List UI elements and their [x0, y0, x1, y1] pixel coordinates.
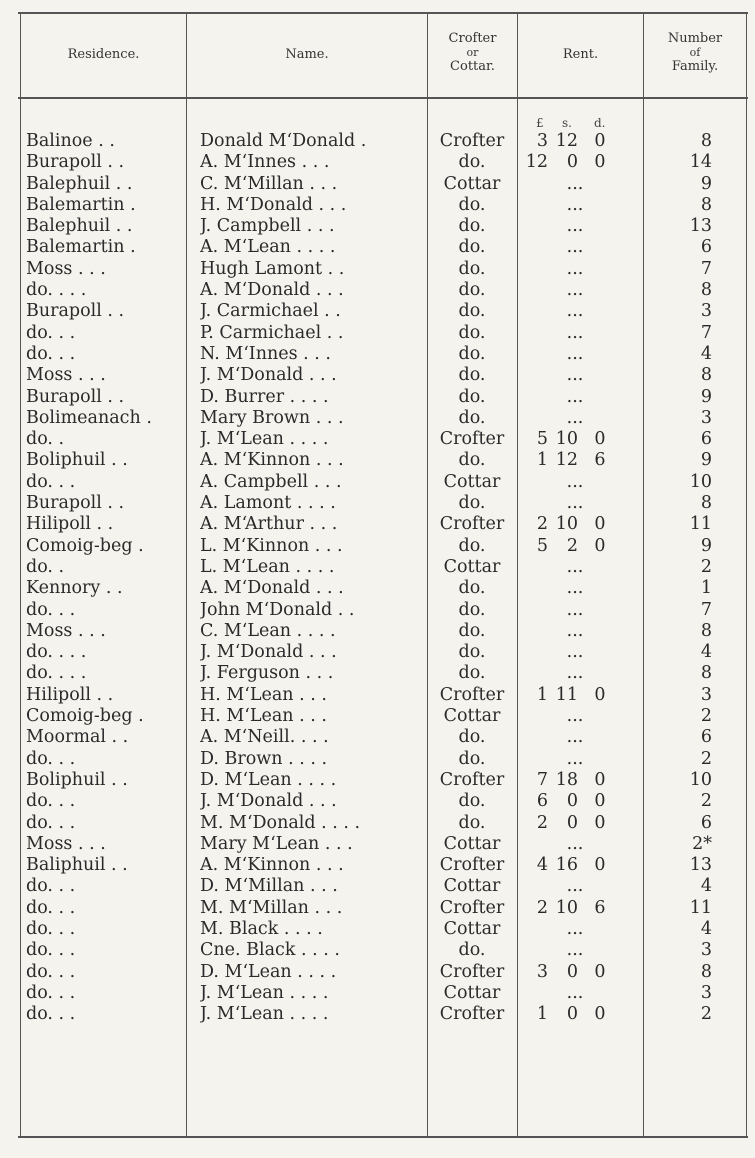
- header-name: Name.: [285, 47, 329, 62]
- residence-cell: Kennory . .: [26, 578, 123, 599]
- table-row: [0, 685, 755, 706]
- occupancy-cell: do.: [458, 599, 486, 620]
- rent-pence-cell: 0: [594, 791, 606, 812]
- occupancy-cell: do.: [458, 322, 486, 343]
- residence-cell: do. . . .: [26, 280, 87, 301]
- name-cell: A. Campbell . . .: [200, 471, 342, 492]
- rent-pence-cell: 0: [594, 514, 606, 535]
- residence-cell: do. . .: [26, 940, 76, 961]
- rent-shillings-cell: 0: [566, 812, 578, 833]
- family-cell: 10: [689, 769, 712, 790]
- family-cell: 9: [700, 450, 712, 471]
- rent-blank-cell: ...: [566, 748, 584, 769]
- table-row: [0, 578, 755, 599]
- table-row: [0, 898, 755, 919]
- name-cell: H. M‘Donald . . .: [200, 194, 347, 215]
- rent-pence-cell: 0: [594, 131, 606, 151]
- rent-blank-cell: ...: [566, 471, 584, 492]
- name-cell: D. Brown . . . .: [200, 748, 328, 769]
- residence-cell: Burapoll . .: [26, 386, 125, 407]
- family-cell: 8: [700, 493, 712, 514]
- residence-cell: Moss . . .: [26, 258, 106, 279]
- name-cell: A. M‘Neill. . . .: [200, 727, 329, 748]
- occupancy-cell: do.: [458, 194, 486, 215]
- name-cell: A. M‘Arthur . . .: [200, 514, 338, 535]
- unit-pence: d.: [594, 116, 606, 130]
- residence-cell: do. . .: [26, 982, 76, 1003]
- occupancy-cell: do.: [458, 386, 486, 407]
- residence-cell: Hilipoll . .: [26, 684, 114, 705]
- rent-blank-cell: ...: [566, 365, 584, 386]
- table-row: [0, 600, 755, 621]
- table-row: [0, 940, 755, 961]
- name-cell: J. M‘Lean . . . .: [200, 1004, 329, 1025]
- table-row: [0, 813, 755, 834]
- table-row: [0, 536, 755, 557]
- family-cell: 8: [700, 131, 712, 151]
- occupancy-cell: Cottar: [443, 876, 501, 897]
- name-cell: N. M‘Innes . . .: [200, 343, 331, 364]
- family-cell: 4: [700, 343, 712, 364]
- table-row: [0, 280, 755, 301]
- name-cell: J. M‘Donald . . .: [200, 642, 337, 663]
- residence-cell: do. . .: [26, 918, 76, 939]
- occupancy-cell: do.: [458, 237, 486, 258]
- rent-shillings-cell: 0: [566, 961, 578, 982]
- family-cell: 11: [689, 514, 712, 535]
- family-cell: 7: [700, 322, 712, 343]
- bottom-rule: [18, 1136, 748, 1138]
- name-cell: A. M‘Kinnon . . .: [200, 450, 344, 471]
- name-cell: C. M‘Millan . . .: [200, 173, 338, 194]
- table-row: [0, 621, 755, 642]
- residence-cell: Baliphuil . .: [26, 855, 128, 876]
- rent-pounds-cell: 3: [536, 961, 548, 982]
- name-cell: D. M‘Lean . . . .: [200, 769, 337, 790]
- occupancy-cell: do.: [458, 493, 486, 514]
- table-row: [0, 983, 755, 1004]
- rent-blank-cell: ...: [566, 982, 584, 1003]
- residence-cell: Comoig-beg .: [26, 706, 144, 727]
- table-row: [0, 557, 755, 578]
- family-cell: 1: [700, 578, 712, 599]
- occupancy-cell: Cottar: [443, 556, 501, 577]
- name-cell: Donald M‘Donald .: [200, 131, 367, 151]
- occupancy-cell: do.: [458, 812, 486, 833]
- family-cell: 3: [700, 407, 712, 428]
- occupancy-cell: Crofter: [439, 897, 505, 918]
- table-row: [0, 642, 755, 663]
- family-cell: 8: [700, 961, 712, 982]
- residence-cell: do. . .: [26, 748, 76, 769]
- residence-cell: do. . .: [26, 471, 76, 492]
- occupancy-cell: Crofter: [439, 684, 505, 705]
- table-row: [0, 387, 755, 408]
- name-cell: J. M‘Lean . . . .: [200, 429, 329, 450]
- table-row: [0, 770, 755, 791]
- rent-shillings-cell: 18: [555, 769, 578, 790]
- name-cell: A. M‘Innes . . .: [200, 152, 330, 173]
- table-row: [0, 706, 755, 727]
- residence-cell: Burapoll . .: [26, 493, 125, 514]
- rent-pounds-cell: 12: [525, 152, 548, 173]
- rent-pounds-cell: 2: [536, 514, 548, 535]
- rent-shillings-cell: 12: [555, 450, 578, 471]
- occupancy-cell: do.: [458, 642, 486, 663]
- occupancy-cell: do.: [458, 620, 486, 641]
- rent-pence-cell: 0: [594, 961, 606, 982]
- occupancy-cell: do.: [458, 940, 486, 961]
- rent-blank-cell: ...: [566, 663, 584, 684]
- rent-blank-cell: ...: [566, 216, 584, 237]
- table-row: [0, 344, 755, 365]
- name-cell: Hugh Lamont . .: [200, 258, 345, 279]
- family-cell: 13: [689, 855, 712, 876]
- rent-blank-cell: ...: [566, 876, 584, 897]
- residence-cell: Moormal . .: [26, 727, 129, 748]
- table-row: [0, 749, 755, 770]
- family-cell: 8: [700, 194, 712, 215]
- rent-blank-cell: ...: [566, 258, 584, 279]
- occupancy-cell: do.: [458, 343, 486, 364]
- residence-cell: Boliphuil . .: [26, 450, 128, 471]
- family-cell: 6: [700, 812, 712, 833]
- occupancy-cell: do.: [458, 407, 486, 428]
- table-row: [0, 855, 755, 876]
- table-row: [0, 195, 755, 216]
- rent-pence-cell: 6: [594, 450, 606, 471]
- name-cell: M. M‘Donald . . . .: [200, 812, 361, 833]
- occupancy-cell: do.: [458, 450, 486, 471]
- family-cell: 9: [700, 386, 712, 407]
- name-cell: L. M‘Kinnon . . .: [200, 535, 343, 556]
- table-body: [0, 131, 755, 1025]
- family-cell: 4: [700, 918, 712, 939]
- occupancy-cell: do.: [458, 365, 486, 386]
- name-cell: H. M‘Lean . . .: [200, 684, 327, 705]
- unit-pounds: £: [536, 116, 544, 130]
- table-row: [0, 919, 755, 940]
- rent-blank-cell: ...: [566, 833, 584, 854]
- rent-blank-cell: ...: [566, 322, 584, 343]
- occupancy-cell: Cottar: [443, 918, 501, 939]
- rent-blank-cell: ...: [566, 194, 584, 215]
- table-row: [0, 514, 755, 535]
- family-cell: 3: [700, 301, 712, 322]
- rent-pounds-cell: 1: [536, 450, 548, 471]
- family-cell: 6: [700, 237, 712, 258]
- name-cell: Mary Brown . . .: [200, 407, 344, 428]
- rent-blank-cell: ...: [566, 301, 584, 322]
- rent-pence-cell: 0: [594, 769, 606, 790]
- occupancy-cell: do.: [458, 748, 486, 769]
- name-cell: John M‘Donald . .: [200, 599, 355, 620]
- table-row: [0, 323, 755, 344]
- table-row: [0, 472, 755, 493]
- residence-cell: Burapoll . .: [26, 301, 125, 322]
- rent-shillings-cell: 16: [555, 855, 578, 876]
- occupancy-cell: do.: [458, 216, 486, 237]
- table-row: [0, 1004, 755, 1025]
- family-cell: 6: [700, 727, 712, 748]
- occupancy-cell: Cottar: [443, 471, 501, 492]
- rent-pounds-cell: 1: [536, 684, 548, 705]
- residence-cell: do. . .: [26, 343, 76, 364]
- family-cell: 2: [700, 791, 712, 812]
- name-cell: A. M‘Donald . . .: [200, 578, 344, 599]
- unit-shillings: s.: [562, 116, 572, 130]
- name-cell: A. M‘Kinnon . . .: [200, 855, 344, 876]
- residence-cell: do. . .: [26, 812, 76, 833]
- rent-pence-cell: 0: [594, 812, 606, 833]
- table-row: [0, 791, 755, 812]
- residence-cell: do. . .: [26, 1004, 76, 1025]
- rent-shillings-cell: 10: [555, 514, 578, 535]
- table-row: [0, 216, 755, 237]
- header-family: Number of Family.: [667, 31, 723, 74]
- rent-shillings-cell: 2: [566, 535, 578, 556]
- rent-shillings-cell: 0: [566, 791, 578, 812]
- occupancy-cell: do.: [458, 535, 486, 556]
- name-cell: D. Burrer . . . .: [200, 386, 329, 407]
- header-rule: [18, 97, 748, 99]
- family-cell: 2: [700, 556, 712, 577]
- rent-blank-cell: ...: [566, 493, 584, 514]
- rent-shillings-cell: 0: [566, 152, 578, 173]
- family-cell: 7: [700, 258, 712, 279]
- name-cell: J. Ferguson . . .: [200, 663, 334, 684]
- rent-pence-cell: 0: [594, 152, 606, 173]
- rent-blank-cell: ...: [566, 173, 584, 194]
- family-cell: 7: [700, 599, 712, 620]
- rent-pounds-cell: 7: [536, 769, 548, 790]
- family-cell: 4: [700, 642, 712, 663]
- rent-shillings-cell: 11: [555, 684, 578, 705]
- table-row: [0, 408, 755, 429]
- rent-pounds-cell: 5: [536, 535, 548, 556]
- occupancy-cell: Crofter: [439, 131, 505, 151]
- name-cell: J. Campbell . . .: [200, 216, 335, 237]
- occupancy-cell: Crofter: [439, 769, 505, 790]
- family-cell: 10: [689, 471, 712, 492]
- family-cell: 11: [689, 897, 712, 918]
- residence-cell: Balemartin .: [26, 194, 136, 215]
- rent-blank-cell: ...: [566, 578, 584, 599]
- rent-pence-cell: 0: [594, 535, 606, 556]
- residence-cell: do. . .: [26, 791, 76, 812]
- table-row: [0, 131, 755, 152]
- table-row: [0, 152, 755, 173]
- table-row: [0, 237, 755, 258]
- family-cell: 3: [700, 982, 712, 1003]
- family-cell: 2*: [692, 833, 712, 854]
- rent-pounds-cell: 2: [536, 812, 548, 833]
- residence-cell: Balephuil . .: [26, 216, 133, 237]
- occupancy-cell: Cottar: [443, 173, 501, 194]
- name-cell: D. M‘Lean . . . .: [200, 961, 337, 982]
- table-row: [0, 493, 755, 514]
- residence-cell: do. . . .: [26, 663, 87, 684]
- rent-blank-cell: ...: [566, 599, 584, 620]
- residence-cell: do. .: [26, 429, 65, 450]
- occupancy-cell: do.: [458, 663, 486, 684]
- residence-cell: Moss . . .: [26, 620, 106, 641]
- rent-pounds-cell: 2: [536, 897, 548, 918]
- name-cell: Mary M‘Lean . . .: [200, 833, 353, 854]
- rent-pence-cell: 0: [594, 684, 606, 705]
- name-cell: D. M‘Millan . . .: [200, 876, 338, 897]
- rent-shillings-cell: 10: [555, 429, 578, 450]
- residence-cell: Boliphuil . .: [26, 769, 128, 790]
- name-cell: H. M‘Lean . . .: [200, 706, 327, 727]
- top-rule: [18, 12, 748, 14]
- occupancy-cell: do.: [458, 578, 486, 599]
- residence-cell: do. .: [26, 556, 65, 577]
- residence-cell: Comoig-beg .: [26, 535, 144, 556]
- occupancy-cell: do.: [458, 280, 486, 301]
- residence-cell: Balemartin .: [26, 237, 136, 258]
- family-cell: 8: [700, 620, 712, 641]
- rent-pounds-cell: 5: [536, 429, 548, 450]
- rent-pounds-cell: 3: [536, 131, 548, 151]
- family-cell: 4: [700, 876, 712, 897]
- residence-cell: do. . .: [26, 897, 76, 918]
- occupancy-cell: do.: [458, 791, 486, 812]
- rent-blank-cell: ...: [566, 642, 584, 663]
- rent-pence-cell: 0: [594, 855, 606, 876]
- rent-pence-cell: 0: [594, 429, 606, 450]
- family-cell: 8: [700, 365, 712, 386]
- family-cell: 8: [700, 663, 712, 684]
- occupancy-cell: Crofter: [439, 514, 505, 535]
- rent-blank-cell: ...: [566, 343, 584, 364]
- residence-cell: Balephuil . .: [26, 173, 133, 194]
- rent-blank-cell: ...: [566, 280, 584, 301]
- residence-cell: Balinoe . .: [26, 131, 115, 151]
- residence-cell: Moss . . .: [26, 365, 106, 386]
- name-cell: C. M‘Lean . . . .: [200, 620, 336, 641]
- rent-blank-cell: ...: [566, 918, 584, 939]
- residence-cell: do. . . .: [26, 642, 87, 663]
- header-rent: Rent.: [562, 47, 599, 62]
- name-cell: M. M‘Millan . . .: [200, 897, 343, 918]
- rent-blank-cell: ...: [566, 386, 584, 407]
- name-cell: A. Lamont . . . .: [200, 493, 336, 514]
- occupancy-cell: Cottar: [443, 706, 501, 727]
- occupancy-cell: Crofter: [439, 855, 505, 876]
- rent-pence-cell: 0: [594, 1004, 606, 1025]
- residence-cell: Burapoll . .: [26, 152, 125, 173]
- table-row: [0, 962, 755, 983]
- name-cell: J. Carmichael . .: [200, 301, 341, 322]
- occupancy-cell: do.: [458, 727, 486, 748]
- family-cell: 2: [700, 748, 712, 769]
- family-cell: 9: [700, 535, 712, 556]
- occupancy-cell: Cottar: [443, 833, 501, 854]
- occupancy-cell: do.: [458, 152, 486, 173]
- occupancy-cell: Crofter: [439, 961, 505, 982]
- occupancy-cell: Cottar: [443, 982, 501, 1003]
- family-cell: 6: [700, 429, 712, 450]
- residence-cell: Bolimeanach .: [26, 407, 152, 428]
- header-residence: Residence.: [67, 47, 140, 62]
- family-cell: 14: [689, 152, 712, 173]
- name-cell: J. M‘Donald . . .: [200, 791, 337, 812]
- family-cell: 13: [689, 216, 712, 237]
- rent-pounds-cell: 4: [536, 855, 548, 876]
- name-cell: J. M‘Lean . . . .: [200, 982, 329, 1003]
- rent-blank-cell: ...: [566, 407, 584, 428]
- rent-shillings-cell: 0: [566, 1004, 578, 1025]
- name-cell: A. M‘Lean . . . .: [200, 237, 336, 258]
- rent-blank-cell: ...: [566, 706, 584, 727]
- rent-shillings-cell: 12: [555, 131, 578, 151]
- family-cell: 3: [700, 940, 712, 961]
- residence-cell: do. . .: [26, 599, 76, 620]
- name-cell: A. M‘Donald . . .: [200, 280, 344, 301]
- name-cell: L. M‘Lean . . . .: [200, 556, 335, 577]
- rent-pounds-cell: 6: [536, 791, 548, 812]
- name-cell: J. M‘Donald . . .: [200, 365, 337, 386]
- table-row: [0, 450, 755, 471]
- name-cell: P. Carmichael . .: [200, 322, 344, 343]
- table-row: [0, 663, 755, 684]
- table-row: [0, 876, 755, 897]
- residence-cell: do. . .: [26, 876, 76, 897]
- rent-shillings-cell: 10: [555, 897, 578, 918]
- rent-blank-cell: ...: [566, 727, 584, 748]
- family-cell: 2: [700, 1004, 712, 1025]
- rent-blank-cell: ...: [566, 620, 584, 641]
- occupancy-cell: Crofter: [439, 429, 505, 450]
- family-cell: 9: [700, 173, 712, 194]
- name-cell: M. Black . . . .: [200, 918, 323, 939]
- table-row: [0, 727, 755, 748]
- residence-cell: do. . .: [26, 961, 76, 982]
- rent-blank-cell: ...: [566, 556, 584, 577]
- header-crofter: Crofter or Cottar.: [448, 31, 497, 74]
- rent-pence-cell: 6: [594, 897, 606, 918]
- family-cell: 8: [700, 280, 712, 301]
- family-cell: 2: [700, 706, 712, 727]
- residence-cell: do. . .: [26, 322, 76, 343]
- occupancy-cell: Crofter: [439, 1004, 505, 1025]
- residence-cell: Moss . . .: [26, 833, 106, 854]
- table-row: [0, 834, 755, 855]
- rent-blank-cell: ...: [566, 940, 584, 961]
- occupancy-cell: do.: [458, 258, 486, 279]
- table-row: [0, 259, 755, 280]
- table-row: [0, 301, 755, 322]
- family-cell: 3: [700, 684, 712, 705]
- table-row: [0, 429, 755, 450]
- rent-pounds-cell: 1: [536, 1004, 548, 1025]
- table-row: [0, 365, 755, 386]
- rent-blank-cell: ...: [566, 237, 584, 258]
- table-row: [0, 174, 755, 195]
- name-cell: Cne. Black . . . .: [200, 940, 340, 961]
- residence-cell: Hilipoll . .: [26, 514, 114, 535]
- occupancy-cell: do.: [458, 301, 486, 322]
